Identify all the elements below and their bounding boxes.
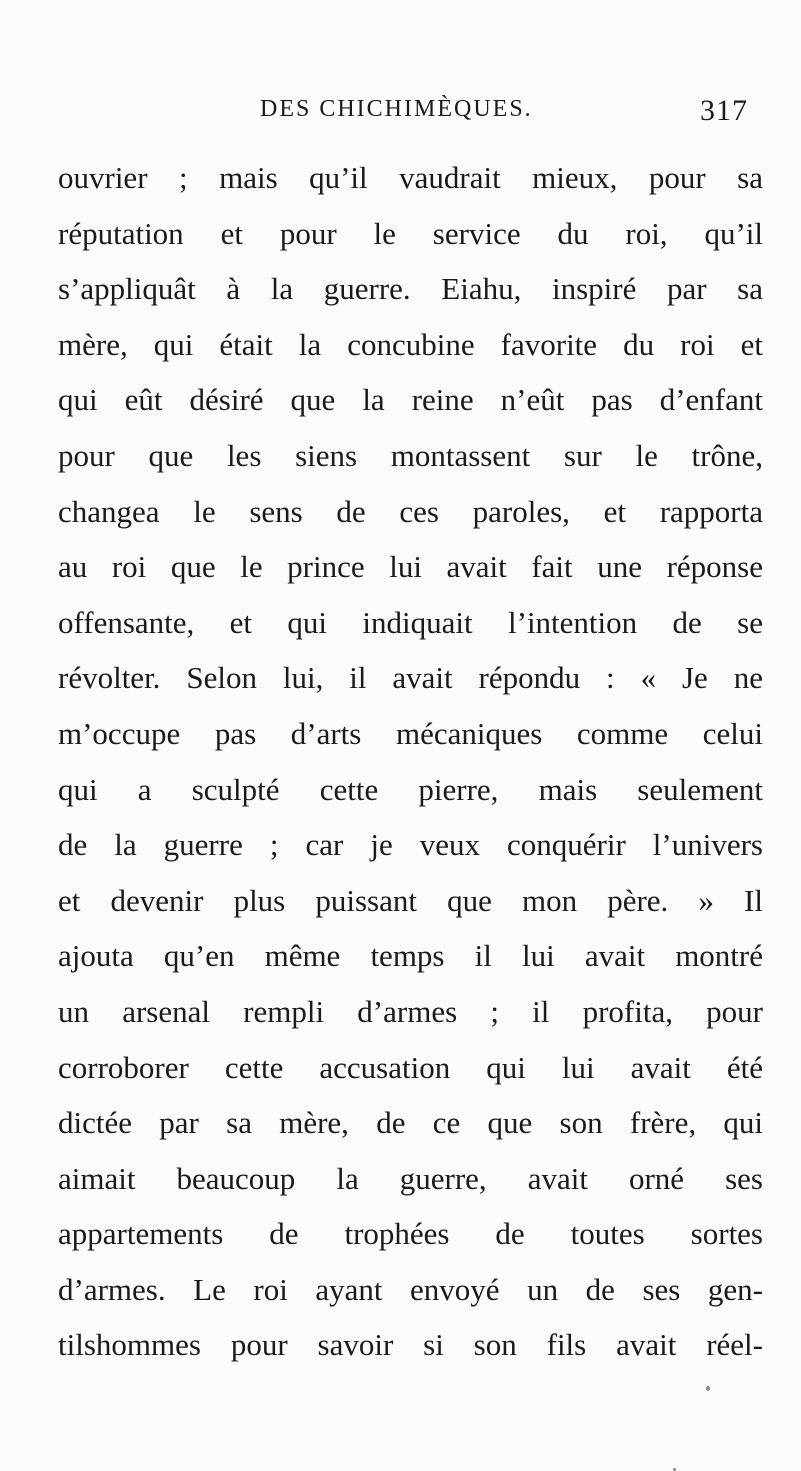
page-number: 317: [700, 94, 748, 127]
text-line: s’appliquât à la guerre. Eiahu, inspiré par sa: [58, 271, 763, 307]
text-line: dictée par sa mère, de ce que son frère, qui: [58, 1105, 763, 1141]
paper-speck: [706, 1386, 710, 1391]
text-line: d’armes. Le roi ayant envoyé un de ses gen-: [58, 1271, 763, 1307]
text-line: offensante, et qui indiquait l’intention de se: [58, 604, 763, 640]
text-line: révolter. Selon lui, il avait répondu : « Je ne: [58, 660, 763, 696]
text-line: qui a sculpté cette pierre, mais seulement: [58, 771, 763, 807]
text-line: pour que les siens montassent sur le trône,: [58, 437, 763, 473]
text-line: au roi que le prince lui avait fait une réponse: [58, 549, 763, 585]
text-line: aimait beaucoup la guerre, avait orné ses: [58, 1160, 763, 1196]
running-title: DES CHICHIMÈQUES.: [260, 96, 533, 122]
text-line: appartements de trophées de toutes sortes: [58, 1216, 763, 1252]
text-line: changea le sens de ces paroles, et rapporta: [58, 493, 763, 529]
text-line: un arsenal rempli d’armes ; il profita, pour: [58, 993, 763, 1029]
running-head: [0, 96, 801, 136]
text-line: de la guerre ; car je veux conquérir l’univers: [58, 827, 763, 863]
text-line: qui eût désiré que la reine n’eût pas d’enfant: [58, 382, 763, 418]
text-line: m’occupe pas d’arts mécaniques comme celui: [58, 715, 763, 751]
text-line: mère, qui était la concubine favorite du roi et: [58, 326, 763, 362]
text-line: corroborer cette accusation qui lui avait été: [58, 1049, 763, 1085]
text-line: réputation et pour le service du roi, qu’il: [58, 215, 763, 251]
text-line: ajouta qu’en même temps il lui avait montré: [58, 938, 763, 974]
text-line: tilshommes pour savoir si son fils avait réel-: [58, 1327, 763, 1363]
body-text: [58, 150, 763, 1373]
text-line: et devenir plus puissant que mon père. » Il: [58, 882, 763, 918]
text-line: ouvrier ; mais qu’il vaudrait mieux, pour sa: [58, 160, 763, 195]
